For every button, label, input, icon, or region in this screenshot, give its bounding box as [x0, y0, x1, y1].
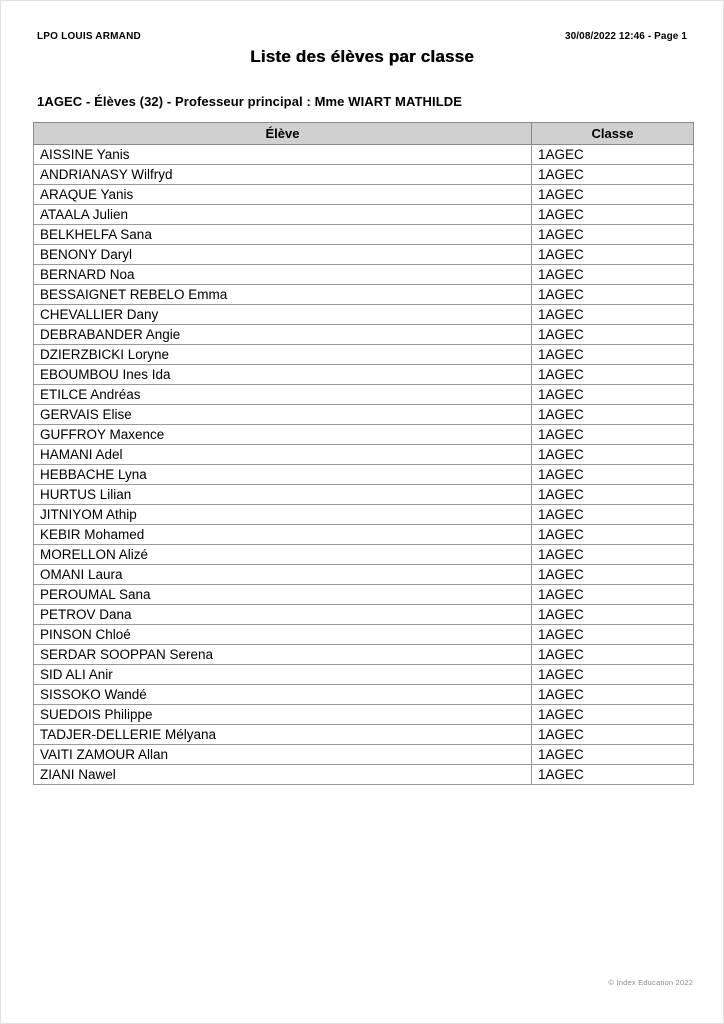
student-name-cell: PEROUMAL Sana	[34, 585, 532, 605]
student-class-cell: 1AGEC	[532, 645, 694, 665]
table-row	[34, 485, 694, 505]
student-name-cell: ZIANI Nawel	[34, 765, 532, 785]
table-row	[34, 705, 694, 725]
student-class-cell: 1AGEC	[532, 565, 694, 585]
student-name-cell: OMANI Laura	[34, 565, 532, 585]
table-row	[34, 625, 694, 645]
student-name-cell: BENONY Daryl	[34, 245, 532, 265]
student-name-cell: HEBBACHE Lyna	[34, 465, 532, 485]
student-class-cell: 1AGEC	[532, 165, 694, 185]
table-row	[34, 645, 694, 665]
student-class-cell: 1AGEC	[532, 465, 694, 485]
table-row	[34, 225, 694, 245]
student-class-cell: 1AGEC	[532, 605, 694, 625]
student-name-cell: JITNIYOM Athip	[34, 505, 532, 525]
table-row	[34, 505, 694, 525]
student-class-cell: 1AGEC	[532, 205, 694, 225]
student-name-cell: DEBRABANDER Angie	[34, 325, 532, 345]
table-row	[34, 445, 694, 465]
student-name-cell: ETILCE Andréas	[34, 385, 532, 405]
student-class-cell: 1AGEC	[532, 545, 694, 565]
table-row	[34, 585, 694, 605]
table-row	[34, 205, 694, 225]
student-class-cell: 1AGEC	[532, 485, 694, 505]
student-class-cell: 1AGEC	[532, 325, 694, 345]
student-class-cell: 1AGEC	[532, 345, 694, 365]
table-row	[34, 265, 694, 285]
student-class-cell: 1AGEC	[532, 245, 694, 265]
copyright-notice: © Index Education 2022	[608, 978, 693, 987]
student-class-cell: 1AGEC	[532, 445, 694, 465]
student-class-cell: 1AGEC	[532, 705, 694, 725]
student-name-cell: ATAALA Julien	[34, 205, 532, 225]
table-row	[34, 185, 694, 205]
page-header	[1, 1, 723, 43]
table-row	[34, 545, 694, 565]
school-name: LPO LOUIS ARMAND	[37, 31, 141, 42]
student-name-cell: SERDAR SOOPPAN Serena	[34, 645, 532, 665]
table-row	[34, 665, 694, 685]
table-row	[34, 605, 694, 625]
student-name-cell: ANDRIANASY Wilfryd	[34, 165, 532, 185]
table-row	[34, 385, 694, 405]
student-name-cell: SISSOKO Wandé	[34, 685, 532, 705]
student-name-cell: BERNARD Noa	[34, 265, 532, 285]
student-name-cell: GERVAIS Elise	[34, 405, 532, 425]
table-row	[34, 525, 694, 545]
students-table	[33, 122, 694, 785]
table-row	[34, 325, 694, 345]
student-name-cell: KEBIR Mohamed	[34, 525, 532, 545]
student-name-cell: BELKHELFA Sana	[34, 225, 532, 245]
student-name-cell: BESSAIGNET REBELO Emma	[34, 285, 532, 305]
students-table-body	[34, 145, 694, 785]
student-class-cell: 1AGEC	[532, 585, 694, 605]
student-class-cell: 1AGEC	[532, 145, 694, 165]
student-name-cell: VAITI ZAMOUR Allan	[34, 745, 532, 765]
column-header-classe: Classe	[532, 123, 694, 145]
class-summary-line: 1AGEC - Élèves (32) - Professeur principal : Mme WIART MATHILDE	[37, 94, 463, 109]
student-class-cell: 1AGEC	[532, 725, 694, 745]
student-name-cell: AISSINE Yanis	[34, 145, 532, 165]
student-class-cell: 1AGEC	[532, 765, 694, 785]
student-name-cell: PINSON Chloé	[34, 625, 532, 645]
date-and-page-number: 30/08/2022 12:46 - Page 1	[564, 31, 687, 42]
table-row	[34, 405, 694, 425]
student-name-cell: MORELLON Alizé	[34, 545, 532, 565]
student-name-cell: HURTUS Lilian	[34, 485, 532, 505]
student-class-cell: 1AGEC	[532, 625, 694, 645]
student-name-cell: HAMANI Adel	[34, 445, 532, 465]
student-class-cell: 1AGEC	[532, 525, 694, 545]
students-table-header	[34, 123, 694, 145]
table-row	[34, 685, 694, 705]
student-name-cell: GUFFROY Maxence	[34, 425, 532, 445]
student-name-cell: CHEVALLIER Dany	[34, 305, 532, 325]
table-row	[34, 365, 694, 385]
student-class-cell: 1AGEC	[532, 225, 694, 245]
table-row	[34, 165, 694, 185]
column-header-eleve: Élève	[34, 123, 532, 145]
student-class-cell: 1AGEC	[532, 285, 694, 305]
student-name-cell: ARAQUE Yanis	[34, 185, 532, 205]
table-row	[34, 565, 694, 585]
table-row	[34, 305, 694, 325]
student-class-cell: 1AGEC	[532, 745, 694, 765]
student-class-cell: 1AGEC	[532, 185, 694, 205]
student-name-cell: DZIERZBICKI Loryne	[34, 345, 532, 365]
table-row	[34, 465, 694, 485]
table-row	[34, 345, 694, 365]
table-row	[34, 285, 694, 305]
student-class-cell: 1AGEC	[532, 425, 694, 445]
table-row	[34, 425, 694, 445]
student-name-cell: TADJER-DELLERIE Mélyana	[34, 725, 532, 745]
table-row	[34, 245, 694, 265]
table-row	[34, 745, 694, 765]
student-class-cell: 1AGEC	[532, 685, 694, 705]
student-class-cell: 1AGEC	[532, 365, 694, 385]
student-class-cell: 1AGEC	[532, 505, 694, 525]
student-name-cell: SUEDOIS Philippe	[34, 705, 532, 725]
student-name-cell: EBOUMBOU Ines Ida	[34, 365, 532, 385]
table-row	[34, 725, 694, 745]
table-row	[34, 145, 694, 165]
student-name-cell: PETROV Dana	[34, 605, 532, 625]
student-class-cell: 1AGEC	[532, 385, 694, 405]
document-title: Liste des élèves par classe	[250, 47, 474, 66]
student-class-cell: 1AGEC	[532, 665, 694, 685]
student-class-cell: 1AGEC	[532, 305, 694, 325]
student-class-cell: 1AGEC	[532, 265, 694, 285]
table-row	[34, 765, 694, 785]
student-class-cell: 1AGEC	[532, 405, 694, 425]
student-name-cell: SID ALI Anir	[34, 665, 532, 685]
